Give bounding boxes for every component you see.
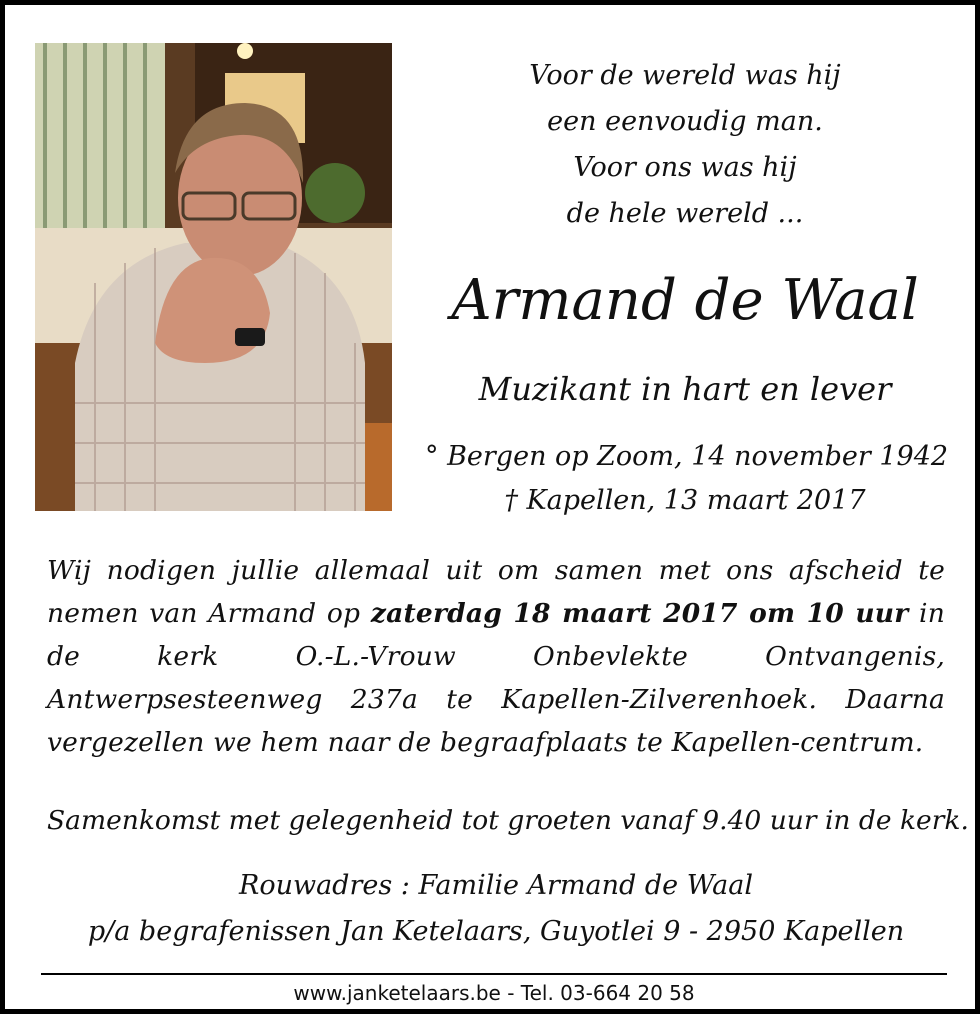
deceased-tagline: Muzikant in hart en lever: [478, 370, 892, 408]
divider: [41, 973, 947, 975]
poem-line: Voor de wereld was hij: [529, 60, 841, 91]
ceremony-datetime: zaterdag 18 maart 2017 om 10 uur: [370, 598, 909, 629]
poem-line: de hele wereld ...: [566, 198, 804, 229]
portrait-photo: [35, 43, 392, 511]
poem: [425, 53, 945, 237]
invitation-part-1: Wij nodigen jullie allemaal uit om samen met ons afscheid te nemen van Armand op: [47, 555, 945, 629]
portrait-image: [35, 43, 392, 511]
mourning-address: [47, 863, 945, 955]
life-dates: [425, 435, 949, 523]
poem-line: een eenvoudig man.: [547, 106, 823, 137]
gathering-text: Samenkomst met gelegenheid tot groeten vanaf 9.40 uur in de kerk.: [47, 805, 969, 836]
invitation-text: [47, 549, 945, 764]
birth-line: ° Bergen op Zoom, 14 november 1942: [425, 441, 949, 472]
address-line-1: Rouwadres : Familie Armand de Waal: [239, 870, 753, 901]
deceased-name: Armand de Waal: [451, 268, 919, 333]
death-line: † Kapellen, 13 maart 2017: [504, 485, 866, 516]
invitation-part-2: in de kerk O.-L.-Vrouw Onbevlekte Ontvangenis, Antwerpsesteenweg 237a te Kapellen-Zilverenhoek. Daarna vergezellen we hem naar de begraafplaats te Kapellen-centrum.: [47, 598, 945, 758]
footer-contact: www.janketelaars.be - Tel. 03-664 20 58: [293, 981, 695, 1005]
address-line-2: p/a begrafenissen Jan Ketelaars, Guyotlei 9 - 2950 Kapellen: [87, 916, 905, 947]
poem-line: Voor ons was hij: [573, 152, 797, 183]
